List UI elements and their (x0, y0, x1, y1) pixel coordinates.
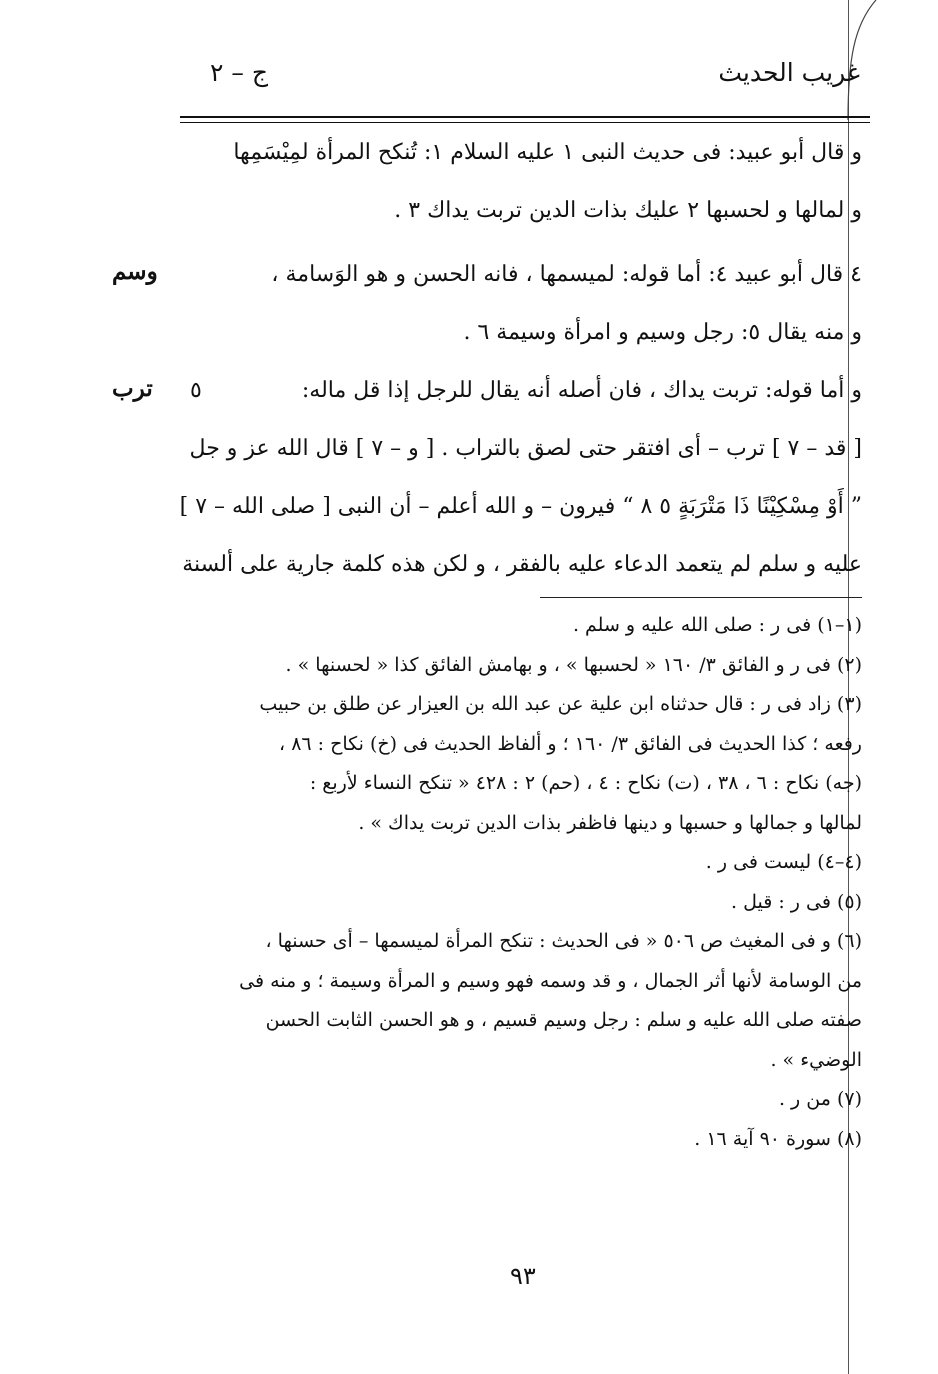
footnote-line: (جه) نكاح : ٦ ، ٣٨ ، (ت) نكاح : ٤ ، (حم) ٢ : ٤٢٨ « تنكح النساء لأربع : (309, 772, 862, 794)
text-line: و قال أبو عبيد: فى حديث النبى ١ عليه السلام ١: تُنكح المرأة لمِيْسَمِها (233, 140, 862, 165)
footnote-line: (٨) سورة ٩٠ آية ١٦ . (694, 1127, 862, 1150)
footnote-line: (٤–٤) ليست فى ر . (705, 851, 862, 873)
text-line: [ قد – ٧ ] ترب – أى افتقر حتى لصق بالتراب . [ و – ٧ ] قال الله عز و جل (189, 436, 862, 461)
text-line: ٤ قال أبو عبيد ٤: أما قوله: لميسمها ، فانه الحسن و هو الوَسامة ، (271, 262, 862, 287)
footnote-line: رفعه ؛ كذا الحديث فى الفائق ٣/ ١٦٠ ؛ و ألفاظ الحديث فى (خ) نكاح : ٨٦ ، (279, 732, 862, 755)
header-title: غريب الحديث (718, 58, 860, 87)
footnotes (212, 606, 862, 1159)
text-line: و منه يقال ٥: رجل وسيم و امرأة وسيمة ٦ . (463, 320, 862, 345)
footnote-line: (٣) زاد فى ر : قال حدثناه ابن علية عن عبد الله بن العيزار عن طلق بن حبيب (259, 693, 862, 715)
footnote-line: (٦) و فى المغيث ص ٥٠٦ « فى الحديث : تنكح المرأة لميسمها – أى حسنها ، (265, 930, 862, 952)
line-number: ٥ (190, 378, 202, 403)
main-text (179, 124, 862, 594)
footnote-line: الوضيء » . (770, 1048, 862, 1071)
footnote-line: (٥) فى ر : قيل . (731, 890, 862, 913)
footnote-line: صفته صلى الله عليه و سلم : رجل وسيم قسيم ، و هو الحسن الثابت الحسن (265, 1009, 862, 1031)
footnote-rule (540, 597, 862, 598)
text-line: و أما قوله: تربت يداك ، فان أصله أنه يقال للرجل إذا قل ماله: (301, 378, 862, 403)
text-line: ” أَوْ مِسْكِيْنًا ذَا مَتْرَبَةٍ ٥ ٨ “ فيرون – و الله أعلم – أن النبى [ صلى الله – ٧ ] (179, 494, 862, 519)
header-volume: ج – ٢ (210, 58, 268, 87)
footnote-line: لمالها و جمالها و حسبها و دينها فاظفر بذات الدين تربت يداك » . (358, 811, 862, 834)
text-line: عليه و سلم لم يتعمد الدعاء عليه بالفقر ، و لكن هذه كلمة جارية على ألسنة (182, 552, 862, 577)
margin-headword: ترب (112, 375, 153, 402)
text-line: و لمالها و لحسبها ٢ عليك بذات الدين تربت يداك ٣ . (394, 198, 862, 223)
margin-headword: وسم (112, 258, 158, 285)
footnote-line: (٧) من ر . (778, 1088, 862, 1110)
footnote-line: (١–١) فى ر : صلى الله عليه و سلم . (572, 614, 862, 636)
footnote-line: (٢) فى ر و الفائق ٣/ ١٦٠ « لحسبها » ، و بهامش الفائق كذا « لحسنها » . (285, 653, 862, 676)
header-rule (180, 116, 870, 123)
footnote-line: من الوسامة لأنها أثر الجمال ، و قد وسمه فهو وسيم و المرأة وسيمة ؛ و منه فى (239, 969, 862, 992)
running-header (170, 58, 870, 102)
page-number: ٩٣ (510, 1262, 536, 1290)
